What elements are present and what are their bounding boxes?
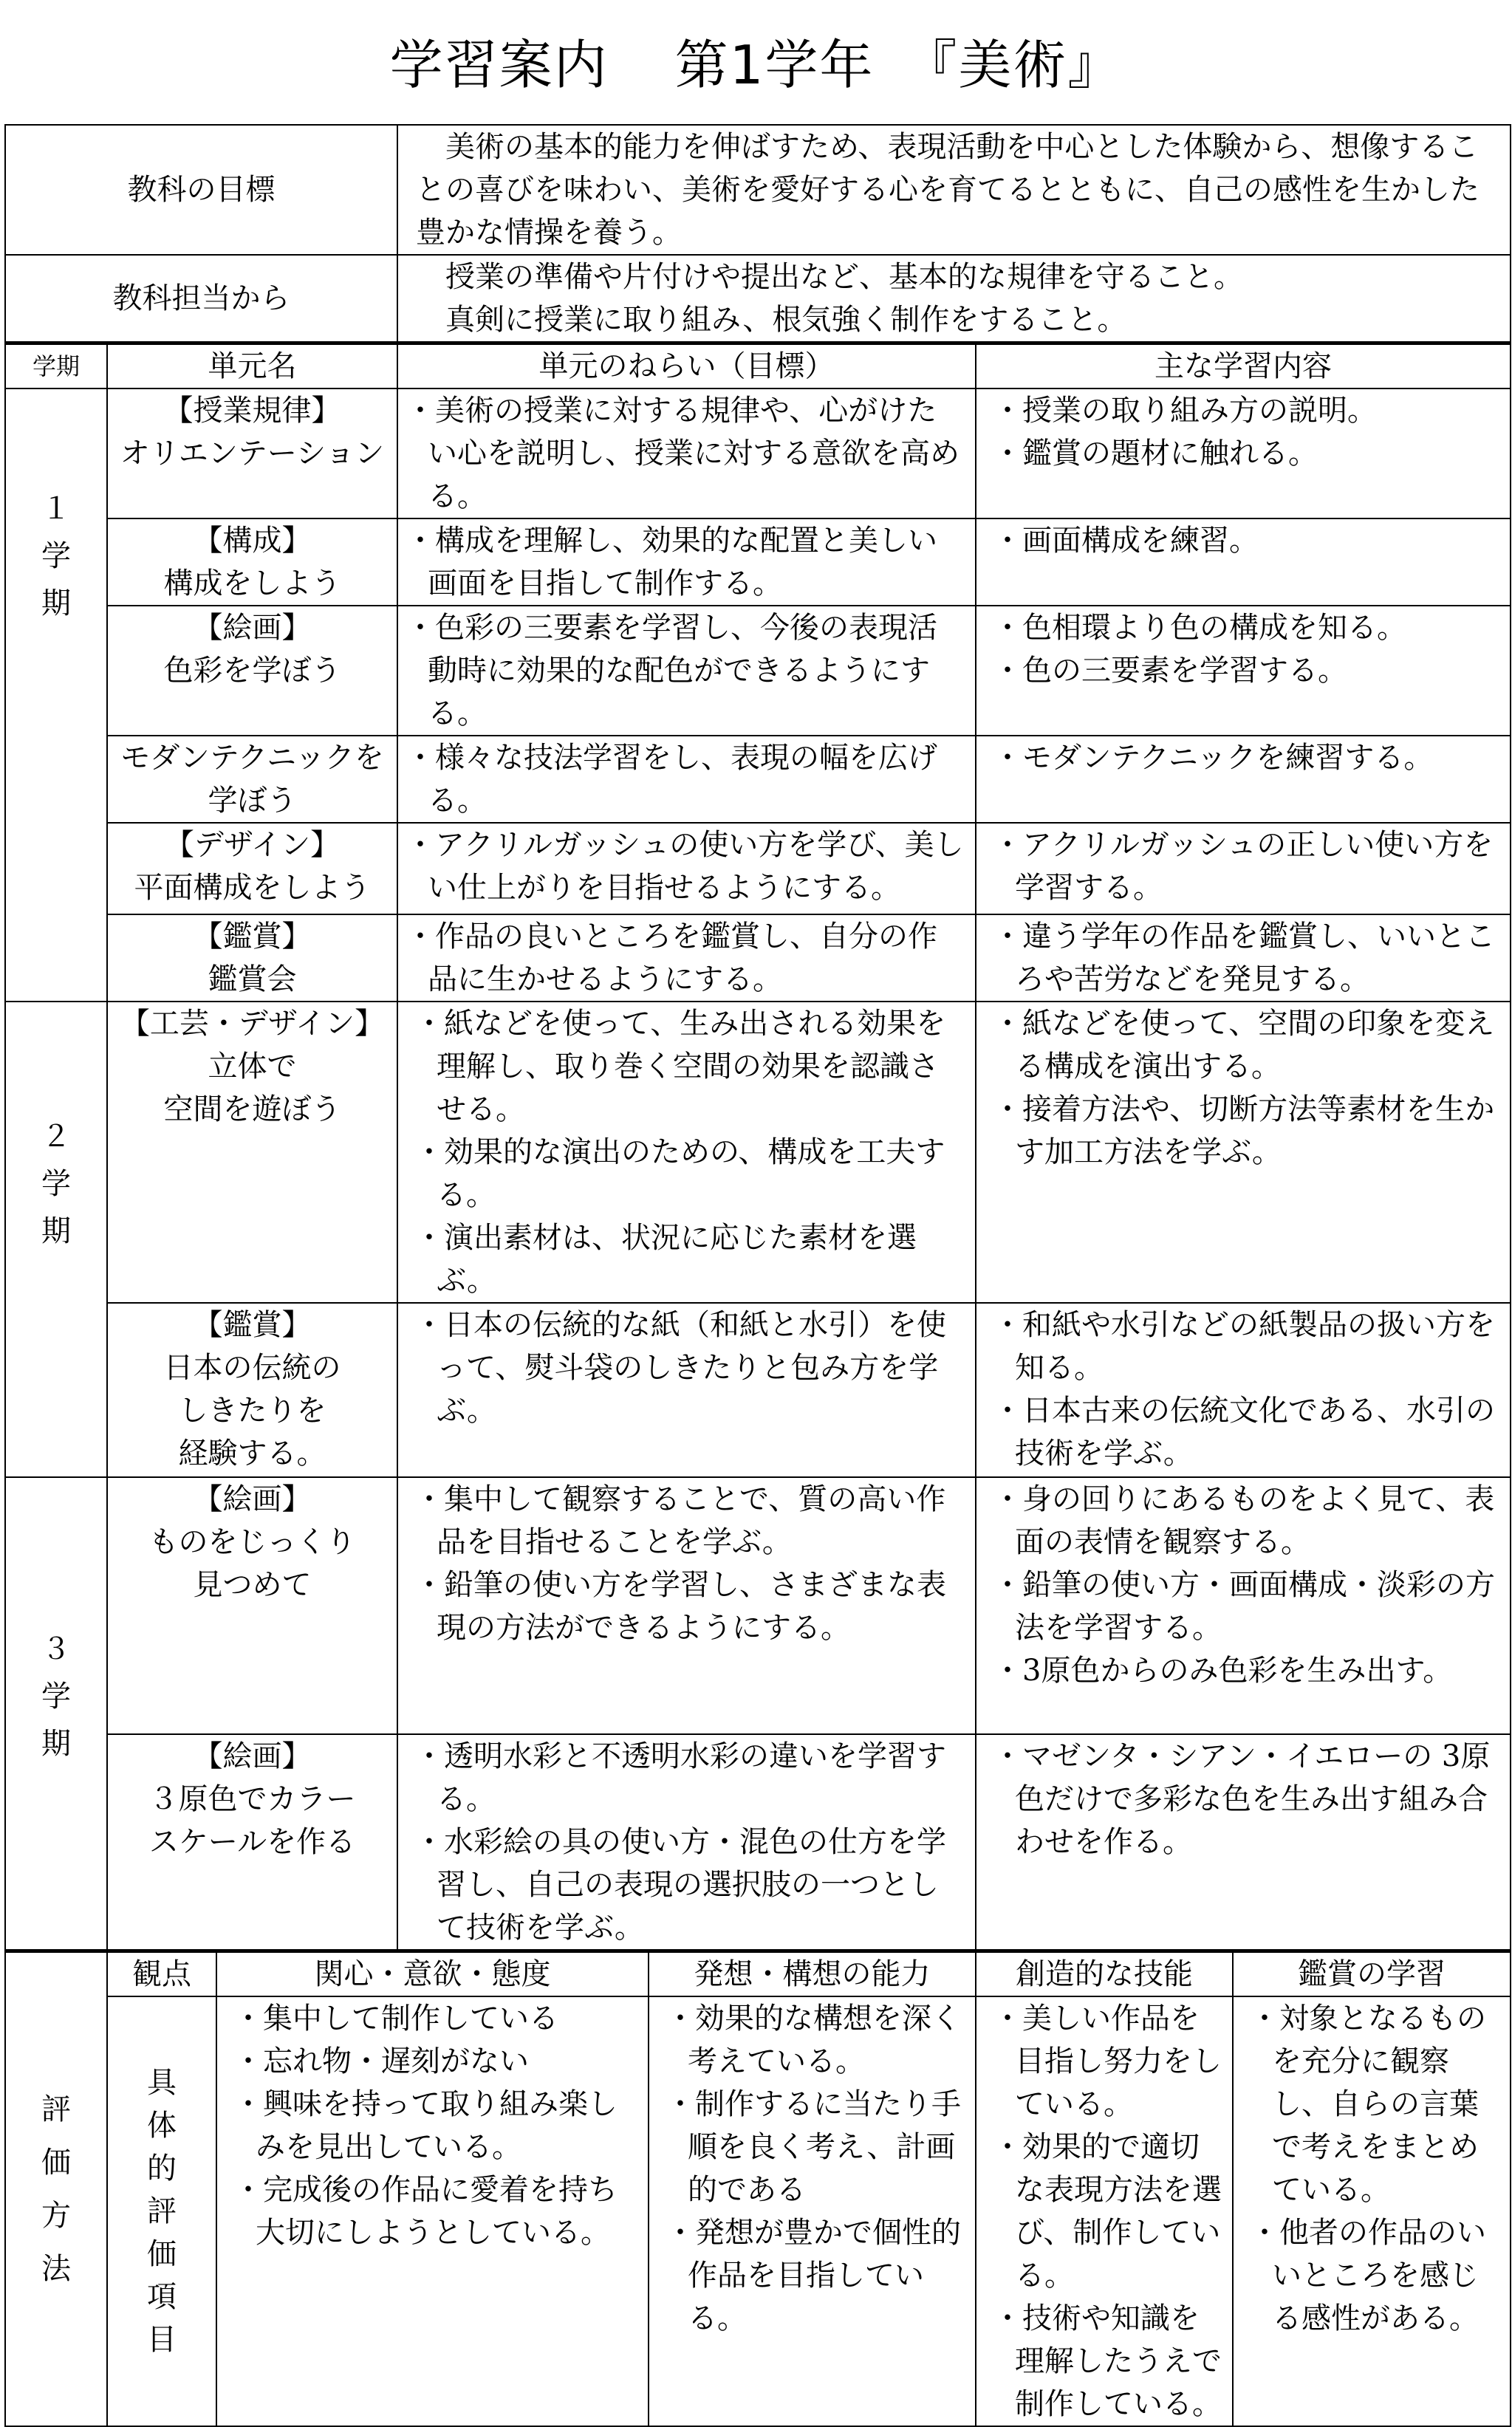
eval-items: ・対象となるものを充分に観察し、自らの言葉で考えをまとめている。 ・他者の作品のいいところを感じる感性がある。 — [1233, 1996, 1511, 2426]
aim-cell: ・美術の授業に対する規律や、心がけたい心を説明し、授業に対する意欲を高める。 — [397, 388, 976, 518]
aim-cell: ・構成を理解し、効果的な配置と美しい画面を目指して制作する。 — [397, 518, 976, 606]
content-cell: ・アクリルガッシュの正しい使い方を学習する。 — [976, 823, 1511, 914]
content-cell: ・画面構成を練習。 — [976, 518, 1511, 606]
aim-cell: ・紙などを使って、生み出される効果を理解し、取り巻く空間の効果を認識させる。 ・効果的な演出のための、構成を工夫する。 ・演出素材は、状況に応じた素材を選ぶ。 — [397, 1002, 976, 1303]
header-term: 学期 — [5, 343, 107, 389]
aim-cell: ・集中して観察することで、質の高い作品を目指せることを学ぶ。 ・鉛筆の使い方を学習し、さまざまな表現の方法ができるようにする。 — [397, 1477, 976, 1734]
content-cell: ・身の回りにあるものをよく見て、表面の表情を観察する。 ・鉛筆の使い方・画面構成・淡彩の方法を学習する。 ・3原色からのみ色彩を生み出す。 — [976, 1477, 1511, 1734]
eval-viewpoint: 観点 — [107, 1951, 216, 1997]
unit-cell: 【絵画】 色彩を学ぼう — [107, 606, 397, 736]
content-cell: ・色相環より色の構成を知る。 ・色の三要素を学習する。 — [976, 606, 1511, 736]
unit-cell: 【鑑賞】 鑑賞会 — [107, 914, 397, 1002]
content-cell: ・違う学年の作品を鑑賞し、いいところや苦労などを発見する。 — [976, 914, 1511, 1002]
title-subject: 『美術』 — [903, 34, 1123, 96]
unit-cell: 【デザイン】 平面構成をしよう — [107, 823, 397, 914]
unit-cell: モダンテクニックを 学ぼう — [107, 736, 397, 823]
eval-items: ・集中して制作している ・忘れ物・遅刻がない ・興味を持って取り組み楽しみを見出している。 ・完成後の作品に愛着を持ち大切にしようとしている。 — [216, 1996, 649, 2426]
title-grade: 第1学年 — [674, 34, 875, 96]
header-content: 主な学習内容 — [976, 343, 1511, 389]
eval-col-header: 関心・意欲・態度 — [216, 1951, 649, 1997]
unit-cell: 【構成】 構成をしよう — [107, 518, 397, 606]
eval-col-header: 発想・構想の能力 — [649, 1951, 976, 1997]
unit-cell: 【絵画】 ３原色でカラー スケールを作る — [107, 1734, 397, 1951]
goal-text: 美術の基本的能力を伸ばすため、表現活動を中心とした体験から、想像することの喜びを味わい、美術を愛好する心を育てるとともに、自己の感性を生かした豊かな情操を養う。 — [397, 125, 1511, 255]
aim-cell: ・日本の伝統的な紙（和紙と水引）を使って、熨斗袋のしきたりと包み方を学ぶ。 — [397, 1303, 976, 1477]
term-3-label: ３学期 — [5, 1477, 107, 1951]
study-guide-table — [4, 124, 1511, 2427]
term-2-label: ２学期 — [5, 1002, 107, 1477]
eval-label: 評価方法 — [5, 1951, 107, 2427]
unit-cell: 【絵画】 ものをじっくり 見つめて — [107, 1477, 397, 1734]
goal-label: 教科の目標 — [5, 125, 397, 255]
title-main: 学習案内 — [389, 34, 609, 96]
aim-cell: ・透明水彩と不透明水彩の違いを学習する。 ・水彩絵の具の使い方・混色の仕方を学習し、自己の表現の選択肢の一つとして技術を学ぶ。 — [397, 1734, 976, 1951]
content-cell: ・授業の取り組み方の説明。 ・鑑賞の題材に触れる。 — [976, 388, 1511, 518]
aim-cell: ・作品の良いところを鑑賞し、自分の作品に生かせるようにする。 — [397, 914, 976, 1002]
aim-cell: ・アクリルガッシュの使い方を学び、美しい仕上がりを目指せるようにする。 — [397, 823, 976, 914]
teacher-label: 教科担当から — [5, 255, 397, 343]
unit-cell: 【鑑賞】 日本の伝統の しきたりを 経験する。 — [107, 1303, 397, 1477]
unit-cell: 【授業規律】 オリエンテーション — [107, 388, 397, 518]
eval-col-header: 創造的な技能 — [976, 1951, 1233, 1997]
eval-col-header: 鑑賞の学習 — [1233, 1951, 1511, 1997]
header-unit: 単元名 — [107, 343, 397, 389]
unit-cell: 【工芸・デザイン】 立体で 空間を遊ぼう — [107, 1002, 397, 1303]
term-1-label: １学期 — [5, 388, 107, 1002]
content-cell: ・和紙や水引などの紙製品の扱い方を知る。 ・日本古来の伝統文化である、水引の技術を学ぶ。 — [976, 1303, 1511, 1477]
aim-cell: ・色彩の三要素を学習し、今後の表現活動時に効果的な配色ができるようにする。 — [397, 606, 976, 736]
content-cell: ・紙などを使って、空間の印象を変える構成を演出する。 ・接着方法や、切断方法等素材を生かす加工方法を学ぶ。 — [976, 1002, 1511, 1303]
eval-items: ・美しい作品を目指し努力をしている。 ・効果的で適切な表現方法を選び、制作している。 ・技術や知識を理解したうえで制作している。 — [976, 1996, 1233, 2426]
teacher-text: 授業の準備や片付けや提出など、基本的な規律を守ること。 真剣に授業に取り組み、根気強く制作をすること。 — [397, 255, 1511, 343]
eval-item-label: 具体的評価項目 — [107, 1996, 216, 2426]
content-cell: ・マゼンタ・シアン・イエローの 3原色だけで多彩な色を生み出す組み合わせを作る。 — [976, 1734, 1511, 1951]
header-aim: 単元のねらい（目標） — [397, 343, 976, 389]
content-cell: ・モダンテクニックを練習する。 — [976, 736, 1511, 823]
eval-items: ・効果的な構想を深く考えている。 ・制作するに当たり手順を良く考え、計画的である ・発想が豊かで個性的作品を目指している。 — [649, 1996, 976, 2426]
aim-cell: ・様々な技法学習をし、表現の幅を広げる。 — [397, 736, 976, 823]
page-title — [0, 22, 1512, 99]
